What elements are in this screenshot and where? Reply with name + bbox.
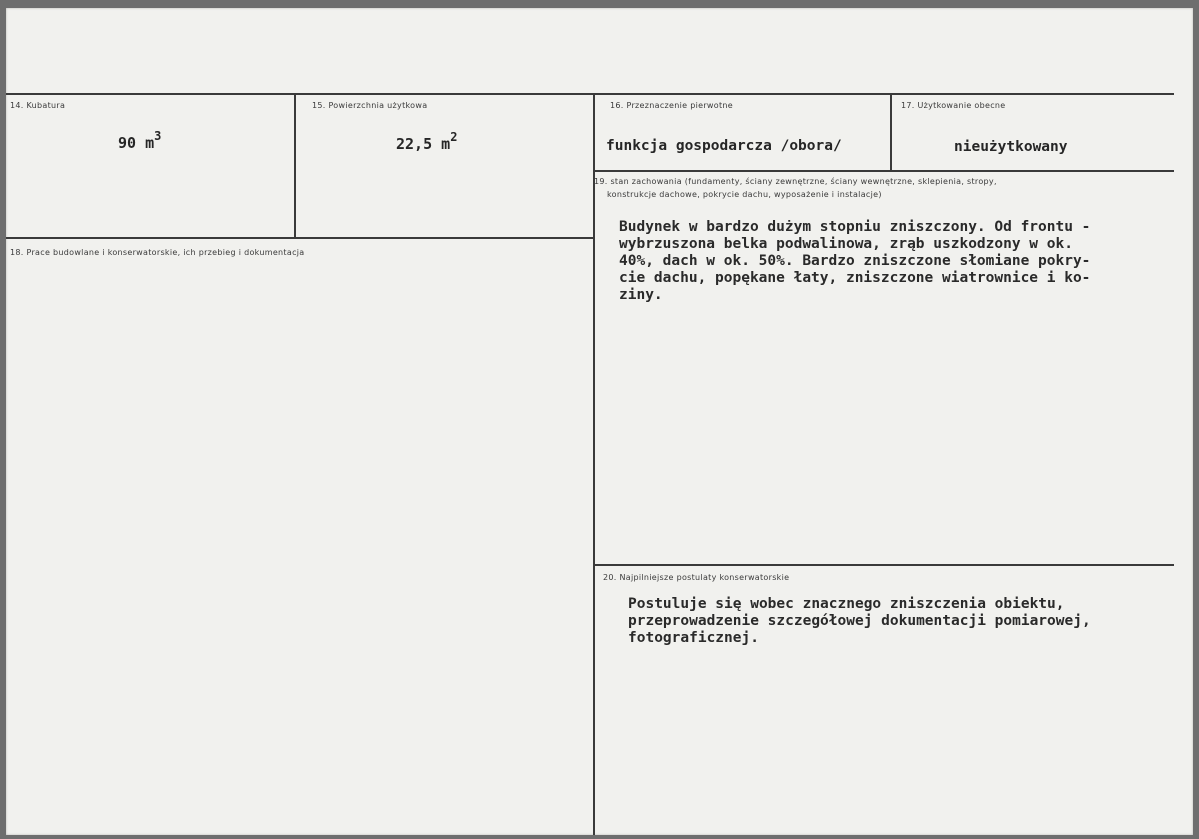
divider-14-15 <box>294 93 296 238</box>
rule-under-14-15 <box>6 237 593 239</box>
rule-above-20 <box>593 564 1174 566</box>
field-19-label-line-2: konstrukcje dachowe, pokrycie dachu, wyposażenie i instalacje) <box>607 190 882 199</box>
field-15-label: 15. Powierzchnia użytkowa <box>312 101 428 110</box>
divider-16-17 <box>890 93 892 171</box>
field-14-label: 14. Kubatura <box>10 101 66 110</box>
field-16-label: 16. Przeznaczenie pierwotne <box>610 101 733 110</box>
postulates-text <box>628 596 1091 647</box>
condition-line: 40%, dach w ok. 50%. Bardzo zniszczone słomiane pokry- <box>619 253 1091 269</box>
top-rule <box>6 93 1174 95</box>
field-19-label-line-1: 19. stan zachowania (fundamenty, ściany zewnętrzne, ściany wewnętrzne, sklepienia, stropy, <box>594 177 997 186</box>
field-17-label: 17. Użytkowanie obecne <box>901 101 1006 110</box>
condition-line: ziny. <box>619 287 663 303</box>
condition-line: wybrzuszona belka podwalinowa, zrąb uszkodzony w ok. <box>619 236 1073 252</box>
cubature-unit-exponent: 3 <box>154 129 162 143</box>
rule-under-16-17 <box>593 170 1174 172</box>
field-16-value: funkcja gospodarcza /obora/ <box>606 138 842 154</box>
field-20-label: 20. Najpilniejsze postulaty konserwatorskie <box>603 573 790 582</box>
postulates-line: Postuluje się wobec znacznego zniszczenia obiektu, <box>628 596 1065 612</box>
condition-line: cie dachu, popękane łaty, zniszczone wiatrownice i ko- <box>619 270 1091 286</box>
postulates-line: przeprowadzenie szczegółowej dokumentacji pomiarowej, <box>628 613 1091 629</box>
postulates-line: fotograficznej. <box>628 630 759 646</box>
area-unit-exponent: 2 <box>450 130 458 144</box>
divider-center <box>593 93 595 835</box>
area-number: 22,5 m <box>396 135 451 153</box>
cubature-number: 90 m <box>118 134 155 152</box>
field-14-value <box>118 131 161 152</box>
field-17-value: nieużytkowany <box>954 139 1068 155</box>
condition-line: Budynek w bardzo dużym stopniu zniszczony. Od frontu - <box>619 219 1091 235</box>
field-15-value <box>396 132 457 153</box>
record-card <box>6 8 1193 835</box>
field-18-label: 18. Prace budowlane i konserwatorskie, ich przebieg i dokumentacja <box>10 248 305 257</box>
condition-text <box>619 219 1090 304</box>
